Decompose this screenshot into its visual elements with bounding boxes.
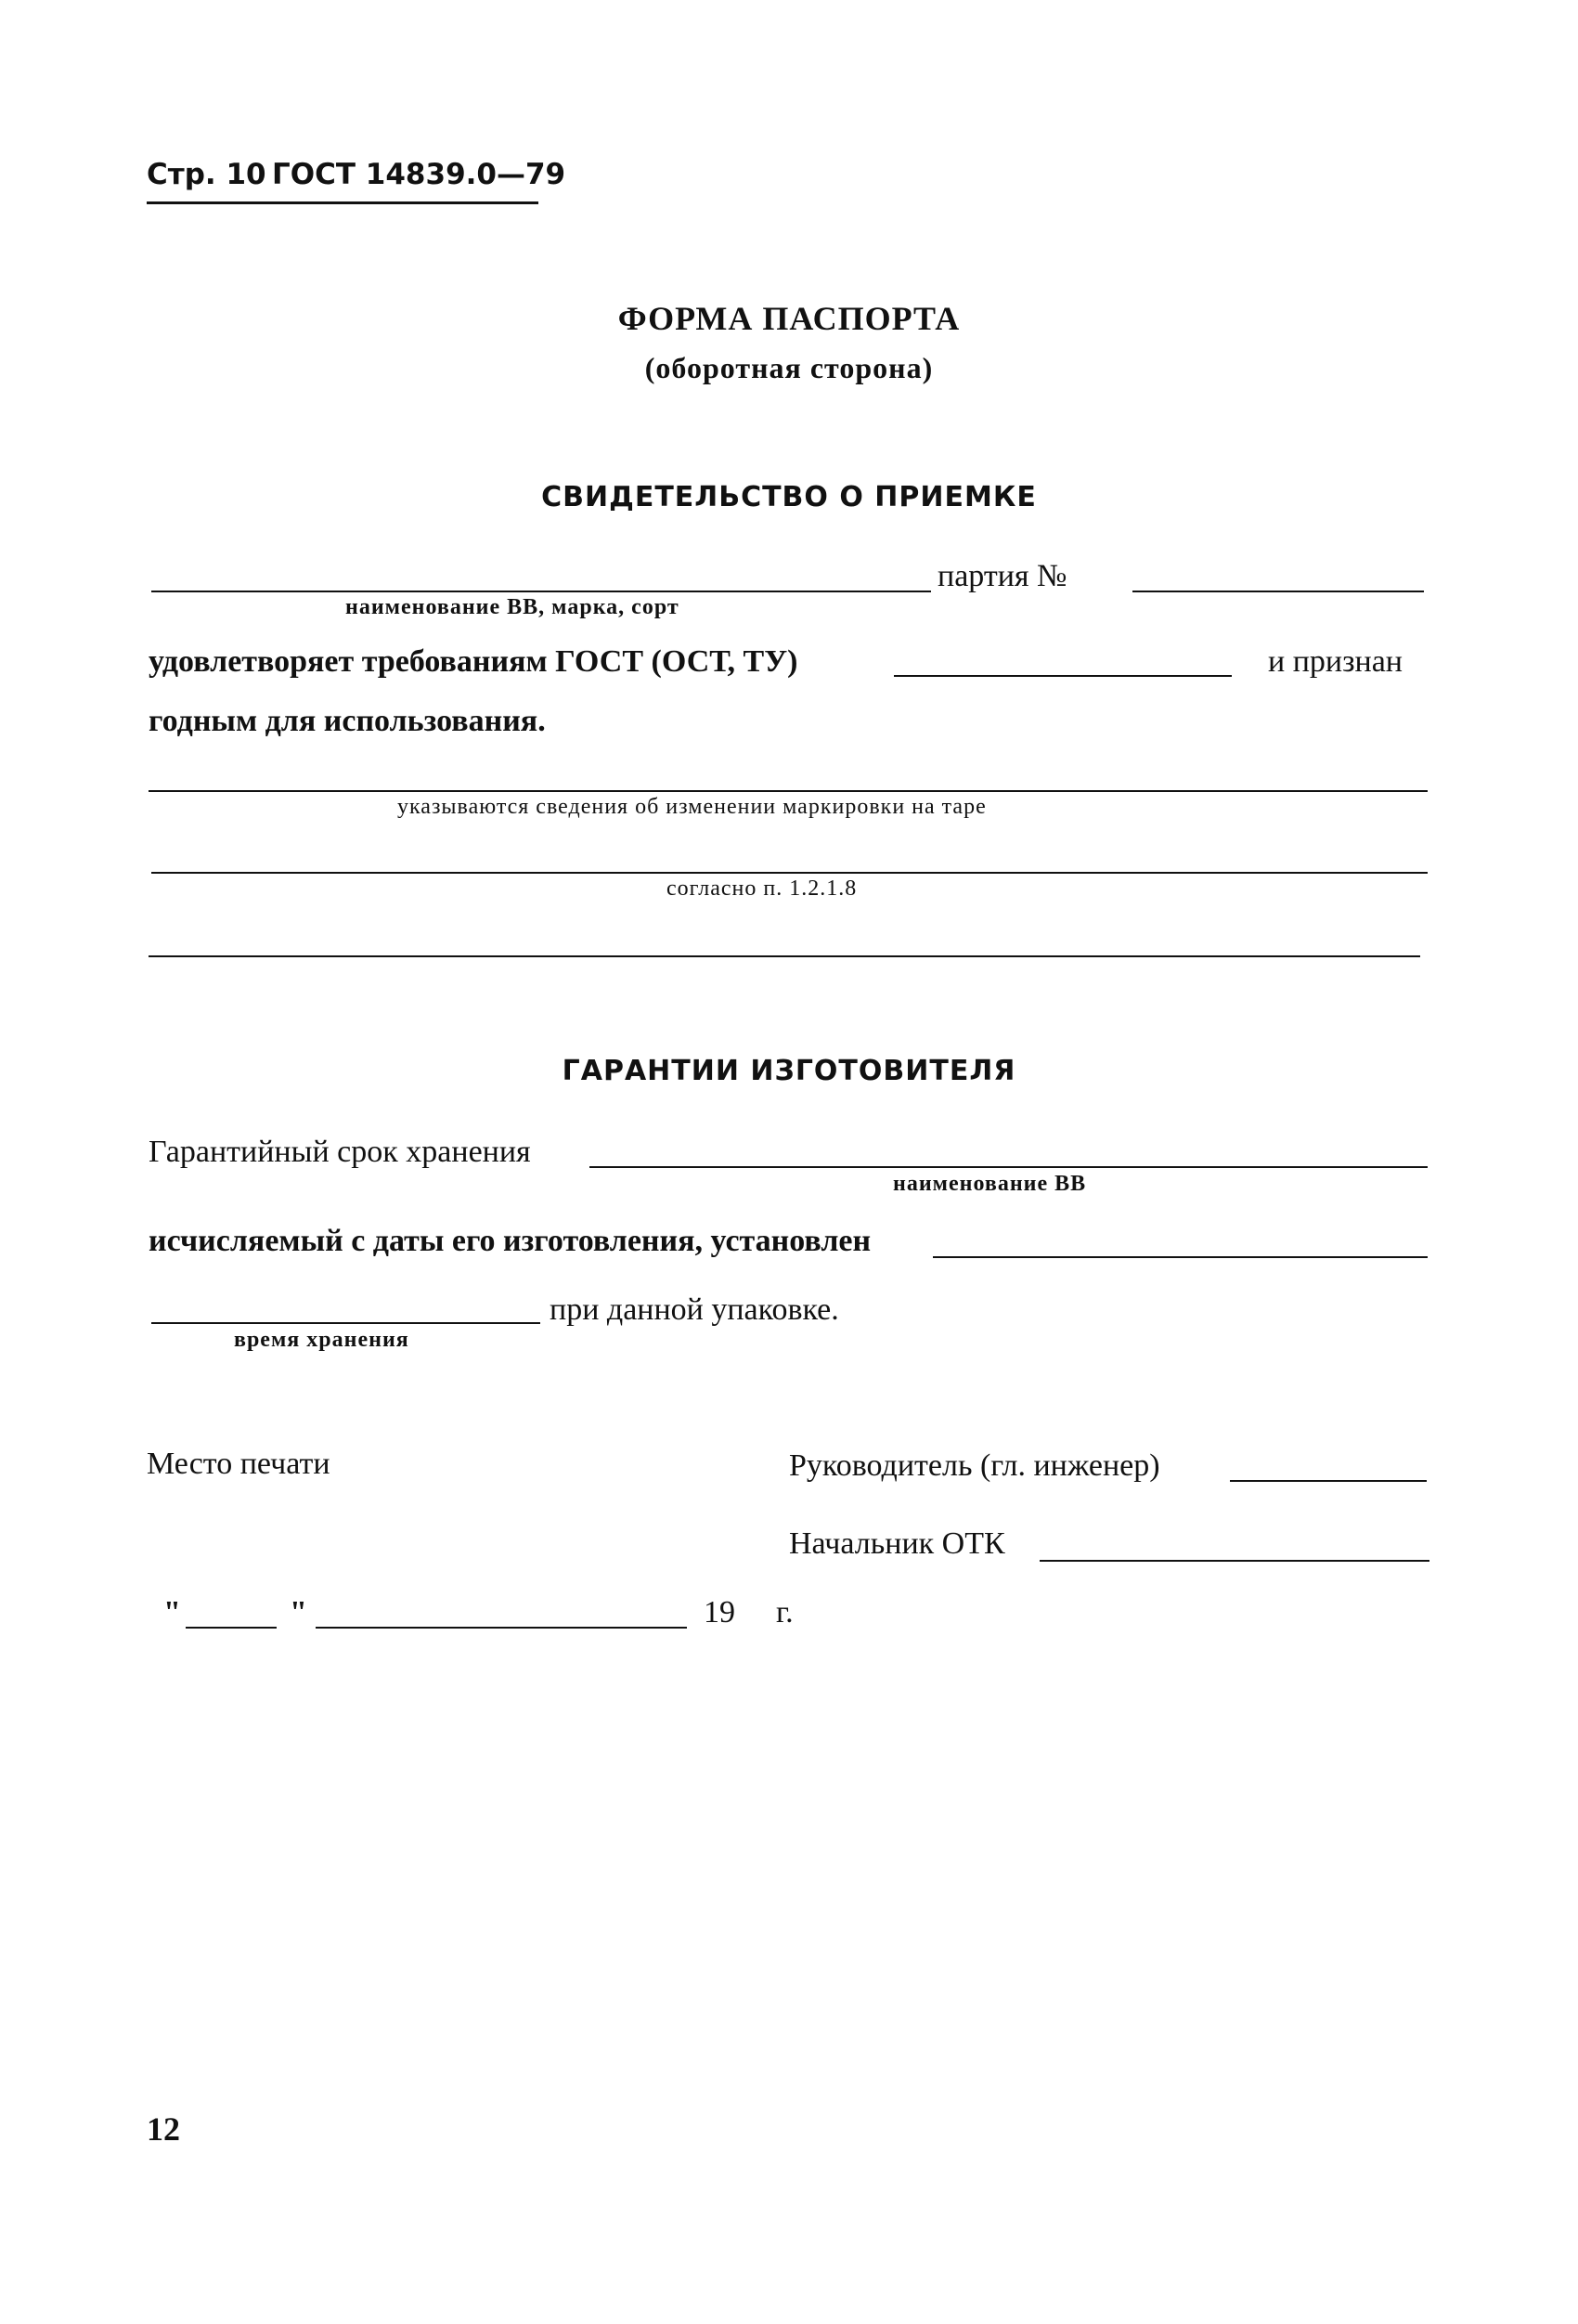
qc-head-label: Начальник ОТК bbox=[789, 1526, 1005, 1561]
batch-number-field[interactable] bbox=[1132, 591, 1424, 592]
storage-time-field[interactable] bbox=[151, 1322, 540, 1324]
header-underline bbox=[147, 201, 538, 204]
established-term-field[interactable] bbox=[933, 1256, 1428, 1258]
year-prefix: 19 bbox=[704, 1595, 735, 1629]
guarantee-heading: ГАРАНТИИ ИЗГОТОВИТЕЛЯ bbox=[562, 1055, 1016, 1087]
marking-info-field-3[interactable] bbox=[149, 955, 1420, 957]
qc-signature-field[interactable] bbox=[1040, 1560, 1429, 1562]
standard-number: ГОСТ 14839.0—79 bbox=[272, 158, 566, 191]
storage-time-caption: время хранения bbox=[234, 1328, 409, 1352]
clause-caption: согласно п. 1.2.1.8 bbox=[666, 876, 858, 901]
page-label: Стр. 10 bbox=[147, 158, 266, 191]
batch-label: партия № bbox=[938, 559, 1067, 593]
product-name-field[interactable] bbox=[151, 591, 931, 592]
seal-place-label: Место печати bbox=[147, 1447, 330, 1481]
suitable-text: годным для использования. bbox=[149, 704, 546, 738]
standard-ref-field[interactable] bbox=[894, 675, 1232, 677]
date-close-quote: " bbox=[290, 1595, 307, 1629]
product-name-caption-2: наименование ВВ bbox=[893, 1172, 1087, 1196]
head-engineer-label: Руководитель (гл. инженер) bbox=[789, 1448, 1160, 1483]
product-name-caption: наименование ВВ, марка, сорт bbox=[345, 595, 679, 619]
marking-caption: указываются сведения об изменении маркировки на таре bbox=[397, 795, 987, 819]
date-month-field[interactable] bbox=[316, 1627, 687, 1629]
counted-text: исчисляемый с даты его изготовления, установлен bbox=[149, 1224, 872, 1258]
recognized-text: и признан bbox=[1268, 644, 1403, 679]
head-signature-field[interactable] bbox=[1230, 1480, 1427, 1482]
complies-text: удовлетворяет требованиям ГОСТ (ОСТ, ТУ) bbox=[149, 644, 798, 679]
date-open-quote: " bbox=[163, 1595, 181, 1629]
page-number: 12 bbox=[147, 2110, 180, 2148]
marking-info-field-2[interactable] bbox=[151, 872, 1428, 874]
acceptance-heading: СВИДЕТЕЛЬСТВО О ПРИЕМКЕ bbox=[541, 481, 1037, 513]
year-suffix: г. bbox=[776, 1595, 794, 1629]
form-title: ФОРМА ПАСПОРТА bbox=[617, 300, 961, 337]
shelf-life-product-field[interactable] bbox=[589, 1166, 1428, 1168]
form-subtitle: (оборотная сторона) bbox=[644, 351, 934, 384]
marking-info-field-1[interactable] bbox=[149, 790, 1428, 792]
date-day-field[interactable] bbox=[186, 1627, 277, 1629]
shelf-life-label: Гарантийный срок хранения bbox=[149, 1135, 531, 1169]
packaging-text: при данной упаковке. bbox=[550, 1292, 839, 1327]
